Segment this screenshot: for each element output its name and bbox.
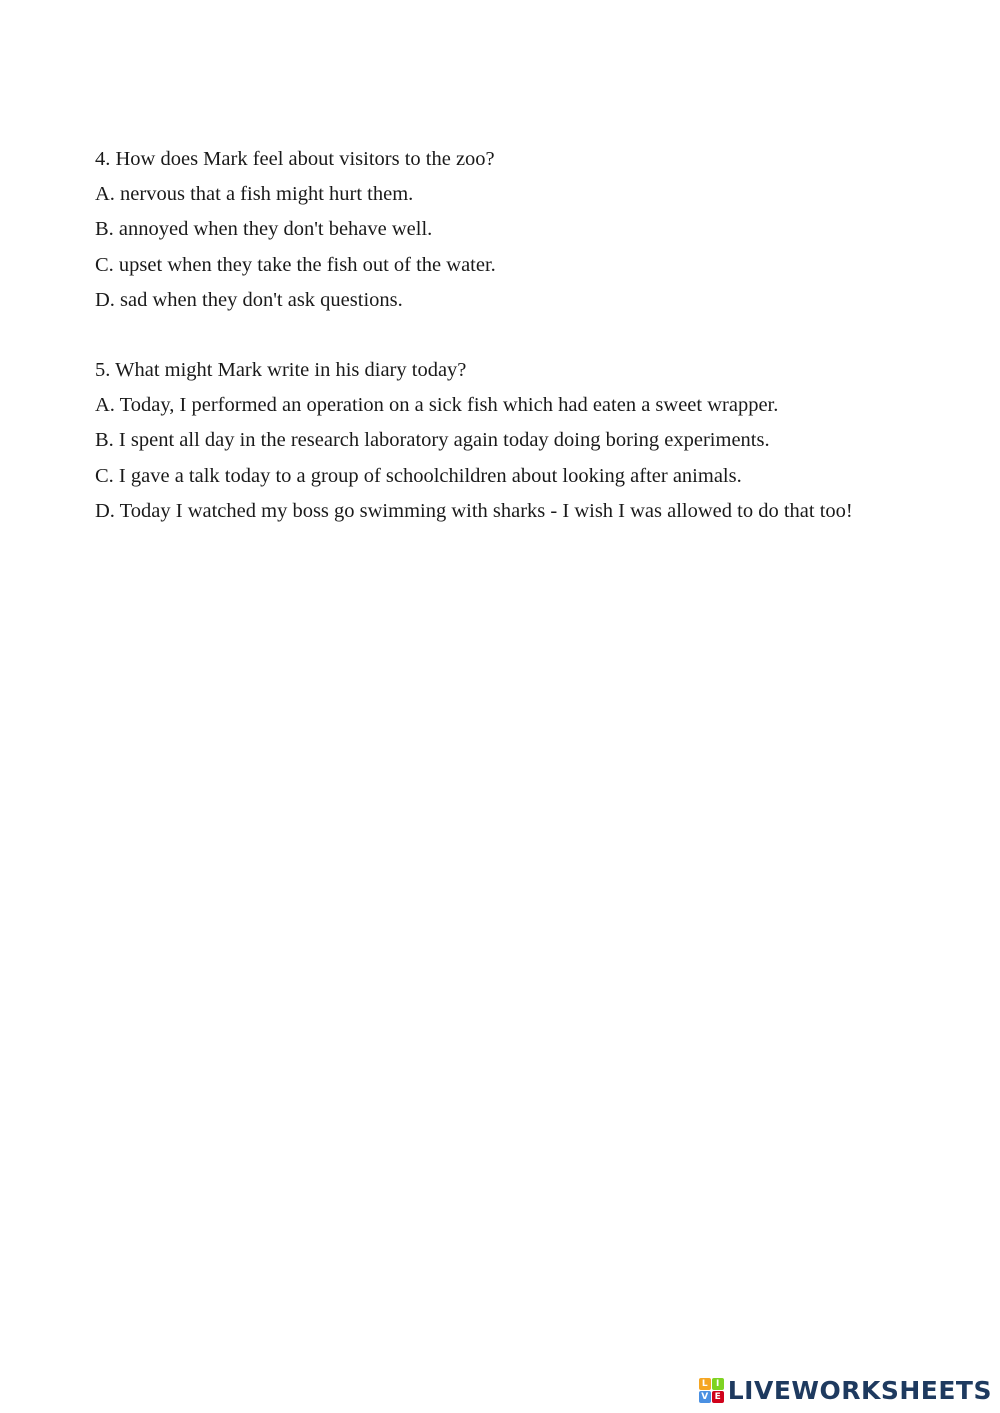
- question-4: [95, 142, 496, 318]
- question-5-prompt: 5. What might Mark write in his diary today?: [95, 359, 467, 381]
- logo-cell: E: [712, 1391, 724, 1403]
- logo-cell: I: [712, 1378, 724, 1390]
- liveworksheets-watermark: [699, 1376, 992, 1405]
- question-4-option-a: A. nervous that a fish might hurt them.: [95, 183, 414, 206]
- question-5-option-c: C. I gave a talk today to a group of schoolchildren about looking after animals.: [95, 464, 742, 487]
- question-5: [95, 353, 853, 529]
- liveworksheets-logo-icon: [699, 1378, 724, 1403]
- question-4-option-d: D. sad when they don't ask questions.: [95, 288, 403, 311]
- question-5-option-d: D. Today I watched my boss go swimming with sharks - I wish I was allowed to do that too!: [95, 499, 853, 522]
- question-4-option-c: C. upset when they take the fish out of the water.: [95, 253, 496, 276]
- question-4-prompt: 4. How does Mark feel about visitors to the zoo?: [95, 148, 495, 170]
- question-4-option-b: B. annoyed when they don't behave well.: [95, 218, 433, 241]
- logo-cell: V: [699, 1391, 711, 1403]
- question-5-option-a: A. Today, I performed an operation on a sick fish which had eaten a sweet wrapper.: [95, 394, 779, 417]
- question-5-option-b: B. I spent all day in the research laboratory again today doing boring experiments.: [95, 429, 770, 452]
- watermark-text: LIVEWORKSHEETS: [727, 1376, 992, 1405]
- logo-cell: L: [699, 1378, 711, 1390]
